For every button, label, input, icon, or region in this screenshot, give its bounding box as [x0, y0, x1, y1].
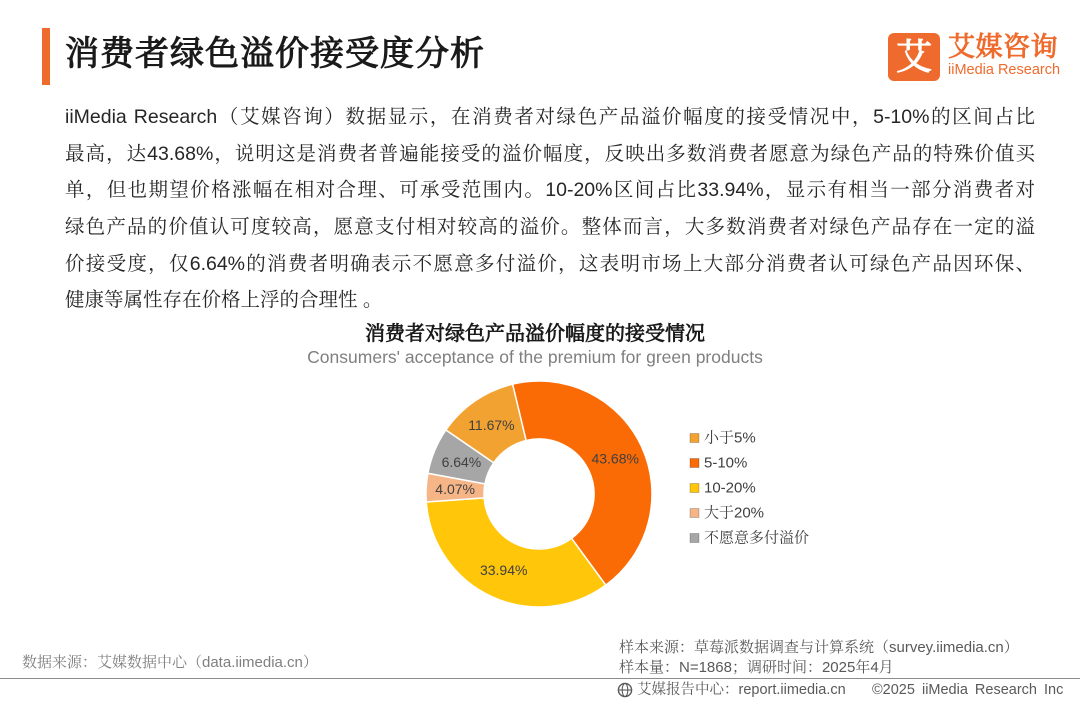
- legend-swatch-ten-to-twenty-pct: [690, 484, 699, 493]
- legend-item-more-than-20pct: [690, 505, 764, 522]
- legend-label-more-than-20pct: 大于20%: [704, 504, 765, 522]
- summary-line: 价接受度，仅6.64%的消费者明确表示不愿意多付溢价，这表明市场上大部分消费者认可绿色产品因环保、: [65, 252, 1035, 275]
- footer-divider: [0, 678, 1080, 679]
- legend-swatch-less-than-5pct: [690, 434, 699, 443]
- sample-source-note: 样本来源：草莓派数据调查与计算系统（survey.iimedia.cn）: [619, 639, 1019, 656]
- legend-item-five-to-ten-pct: [690, 455, 747, 472]
- legend-swatch-unwilling-to-pay-premium: [690, 534, 699, 543]
- donut-slice-ten-to-twenty-pct: [426, 498, 606, 607]
- data-label-five-to-ten-pct: 43.68%: [591, 450, 639, 467]
- summary-line: iiMedia Research（艾媒咨询）数据显示，在消费者对绿色产品溢价幅度的接受情况中，5-10%的区间占比: [65, 106, 1035, 128]
- legend-swatch-five-to-ten-pct: [690, 459, 699, 468]
- chart-subtitle: Consumers' acceptance of the premium for green products: [307, 347, 763, 367]
- donut-chart: [400, 375, 840, 615]
- legend-label-less-than-5pct: 小于5%: [704, 429, 756, 447]
- data-label-more-than-20pct: 4.07%: [435, 481, 475, 498]
- legend-label-unwilling-to-pay-premium: 不愿意多付溢价: [704, 529, 810, 547]
- legend-label-ten-to-twenty-pct: 10-20%: [704, 479, 756, 497]
- legend-item-unwilling-to-pay-premium: [690, 530, 809, 547]
- globe-icon: [617, 682, 633, 698]
- title-accent-bar: [42, 28, 50, 85]
- chart-legend: [690, 430, 809, 547]
- chart-title: 消费者对绿色产品溢价幅度的接受情况: [365, 323, 705, 345]
- legend-item-less-than-5pct: [690, 430, 756, 447]
- summary-paragraph: [65, 99, 1035, 319]
- sample-info-note: 样本量：N=1868；调研时间：2025年4月: [619, 659, 894, 676]
- summary-line: 绿色产品的价值认可度较高，愿意支付相对较高的溢价。整体而言，大多数消费者对绿色产品存在一定的溢: [65, 216, 1035, 239]
- page-title: 消费者绿色溢价接受度分析: [65, 35, 485, 73]
- copyright-text: ©2025 iiMedia Research Inc: [872, 682, 1064, 698]
- legend-item-ten-to-twenty-pct: [690, 480, 756, 497]
- legend-swatch-more-than-20pct: [690, 509, 699, 518]
- data-label-ten-to-twenty-pct: 33.94%: [479, 562, 528, 579]
- logo-mark-icon: 艾: [888, 33, 940, 81]
- summary-line: 最高，达43.68%，说明这是消费者普遍能接受的溢价幅度，反映出多数消费者愿意为绿色产品的特殊价值买: [65, 142, 1035, 165]
- data-label-less-than-5pct: 11.67%: [468, 416, 515, 433]
- logo-name-en: iiMedia Research: [948, 62, 1061, 78]
- summary-line: 单，但也期望价格涨幅在相对合理、可承受范围内。10-20%区间占比33.94%，显示有相当一部分消费者对: [65, 179, 1035, 202]
- report-center-link: 艾媒报告中心：report.iimedia.cn: [637, 682, 846, 698]
- brand-logo: [888, 32, 1063, 82]
- legend-label-five-to-ten-pct: 5-10%: [704, 454, 748, 472]
- logo-name: 艾媒咨询: [948, 32, 1058, 62]
- data-label-unwilling-to-pay-premium: 6.64%: [441, 453, 482, 470]
- data-source-note: 数据来源：艾媒数据中心（data.iimedia.cn）: [22, 654, 318, 671]
- summary-line: 健康等属性存在价格上浮的合理性 。: [65, 289, 383, 312]
